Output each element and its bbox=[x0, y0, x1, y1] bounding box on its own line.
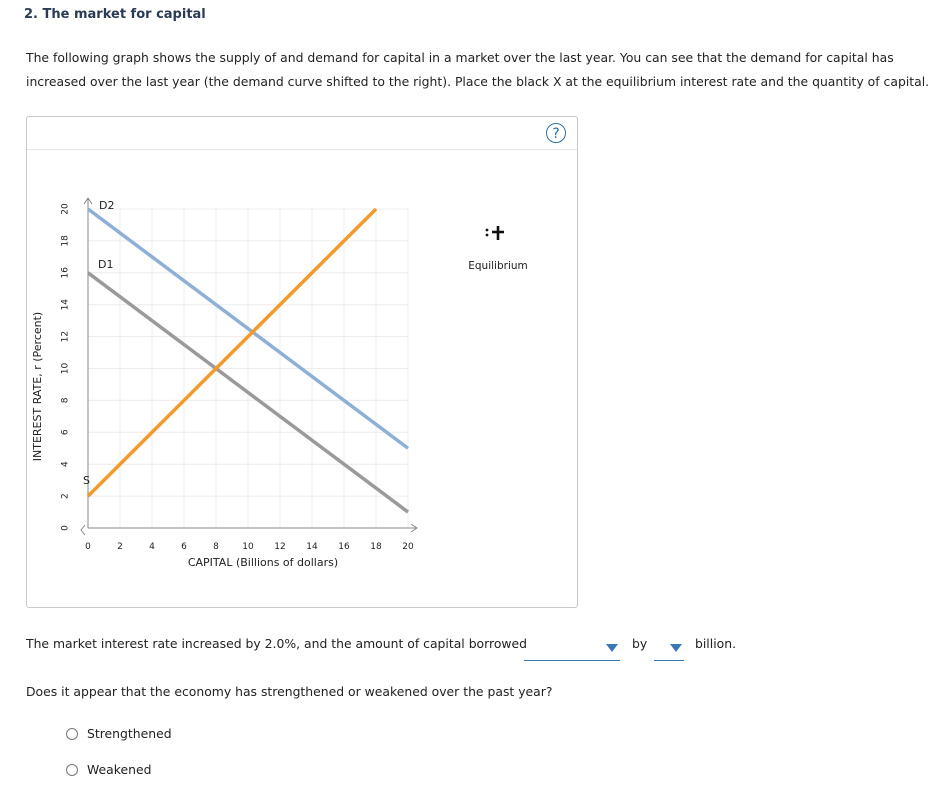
x-tick-label: 14 bbox=[306, 542, 318, 552]
y-tick-label: 14 bbox=[60, 298, 71, 311]
option-weakened-label: Weakened bbox=[87, 762, 152, 777]
help-icon[interactable]: ? bbox=[546, 123, 566, 143]
y-tick-label: 18 bbox=[60, 235, 71, 247]
x-tick-label: 8 bbox=[213, 542, 219, 552]
y-tick-label: 2 bbox=[60, 493, 71, 499]
y-tick-label: 6 bbox=[60, 429, 71, 436]
y-tick-label: 16 bbox=[60, 267, 71, 279]
radio-weakened[interactable] bbox=[66, 764, 78, 776]
y-tick-label: 8 bbox=[60, 397, 71, 404]
capital-direction-dropdown[interactable] bbox=[524, 648, 620, 661]
chevron-down-icon bbox=[670, 644, 682, 652]
question2-text: Does it appear that the economy has strengthened or weakened over the past year? bbox=[26, 684, 553, 699]
equilibrium-dot-icon bbox=[486, 234, 489, 237]
x-tick-label: 12 bbox=[274, 542, 286, 552]
curve-label-s: S bbox=[83, 474, 90, 487]
curve-label-d1: D1 bbox=[98, 258, 114, 271]
equilibrium-dot-icon bbox=[486, 229, 489, 232]
question1-text: The market interest rate increased by 2.0%, and the amount of capital borrowed bbox=[26, 636, 528, 651]
graph-panel bbox=[26, 116, 578, 608]
question-title: 2. The market for capital bbox=[24, 7, 206, 22]
y-tick-label: 12 bbox=[60, 330, 71, 343]
option-strengthened-label: Strengthened bbox=[87, 726, 172, 741]
x-tick-label: 16 bbox=[338, 542, 350, 552]
y-tick-label: 10 bbox=[60, 362, 71, 375]
x-axis-label: CAPITAL (Billions of dollars) bbox=[187, 556, 339, 569]
y-tick-label: 0 bbox=[60, 525, 71, 531]
x-tick-label: 4 bbox=[149, 542, 155, 552]
capital-amount-dropdown[interactable] bbox=[654, 648, 684, 661]
x-axis-start-arrow-icon bbox=[81, 525, 85, 535]
by-label: by bbox=[632, 636, 648, 651]
x-tick-label: 18 bbox=[370, 542, 382, 552]
x-tick-label: 6 bbox=[181, 542, 187, 552]
y-axis-label: INTEREST RATE, r (Percent) bbox=[31, 311, 44, 462]
curve-s[interactable] bbox=[88, 209, 376, 496]
option-weakened[interactable] bbox=[66, 762, 151, 777]
y-tick-label: 20 bbox=[60, 203, 71, 215]
x-tick-label: 0 bbox=[85, 542, 91, 552]
chevron-down-icon bbox=[606, 644, 618, 652]
equilibrium-tool-label: Equilibrium bbox=[468, 260, 528, 272]
option-strengthened[interactable] bbox=[66, 726, 172, 741]
billion-label: billion. bbox=[695, 636, 737, 651]
question-intro: The following graph shows the supply of and demand for capital in a market over the last year. You can see that the demand for capital has increased over the last year (the demand curve shifted to the right). Place the black X at the equilibrium interest rate and the quantity of capital. bbox=[26, 50, 930, 89]
capital-market-chart[interactable] bbox=[27, 117, 577, 607]
curve-label-d2: D2 bbox=[99, 199, 115, 212]
x-tick-label: 10 bbox=[242, 542, 254, 552]
x-tick-label: 20 bbox=[402, 542, 414, 552]
x-tick-label: 2 bbox=[117, 542, 123, 552]
radio-strengthened[interactable] bbox=[66, 728, 78, 740]
y-tick-label: 4 bbox=[60, 461, 71, 468]
